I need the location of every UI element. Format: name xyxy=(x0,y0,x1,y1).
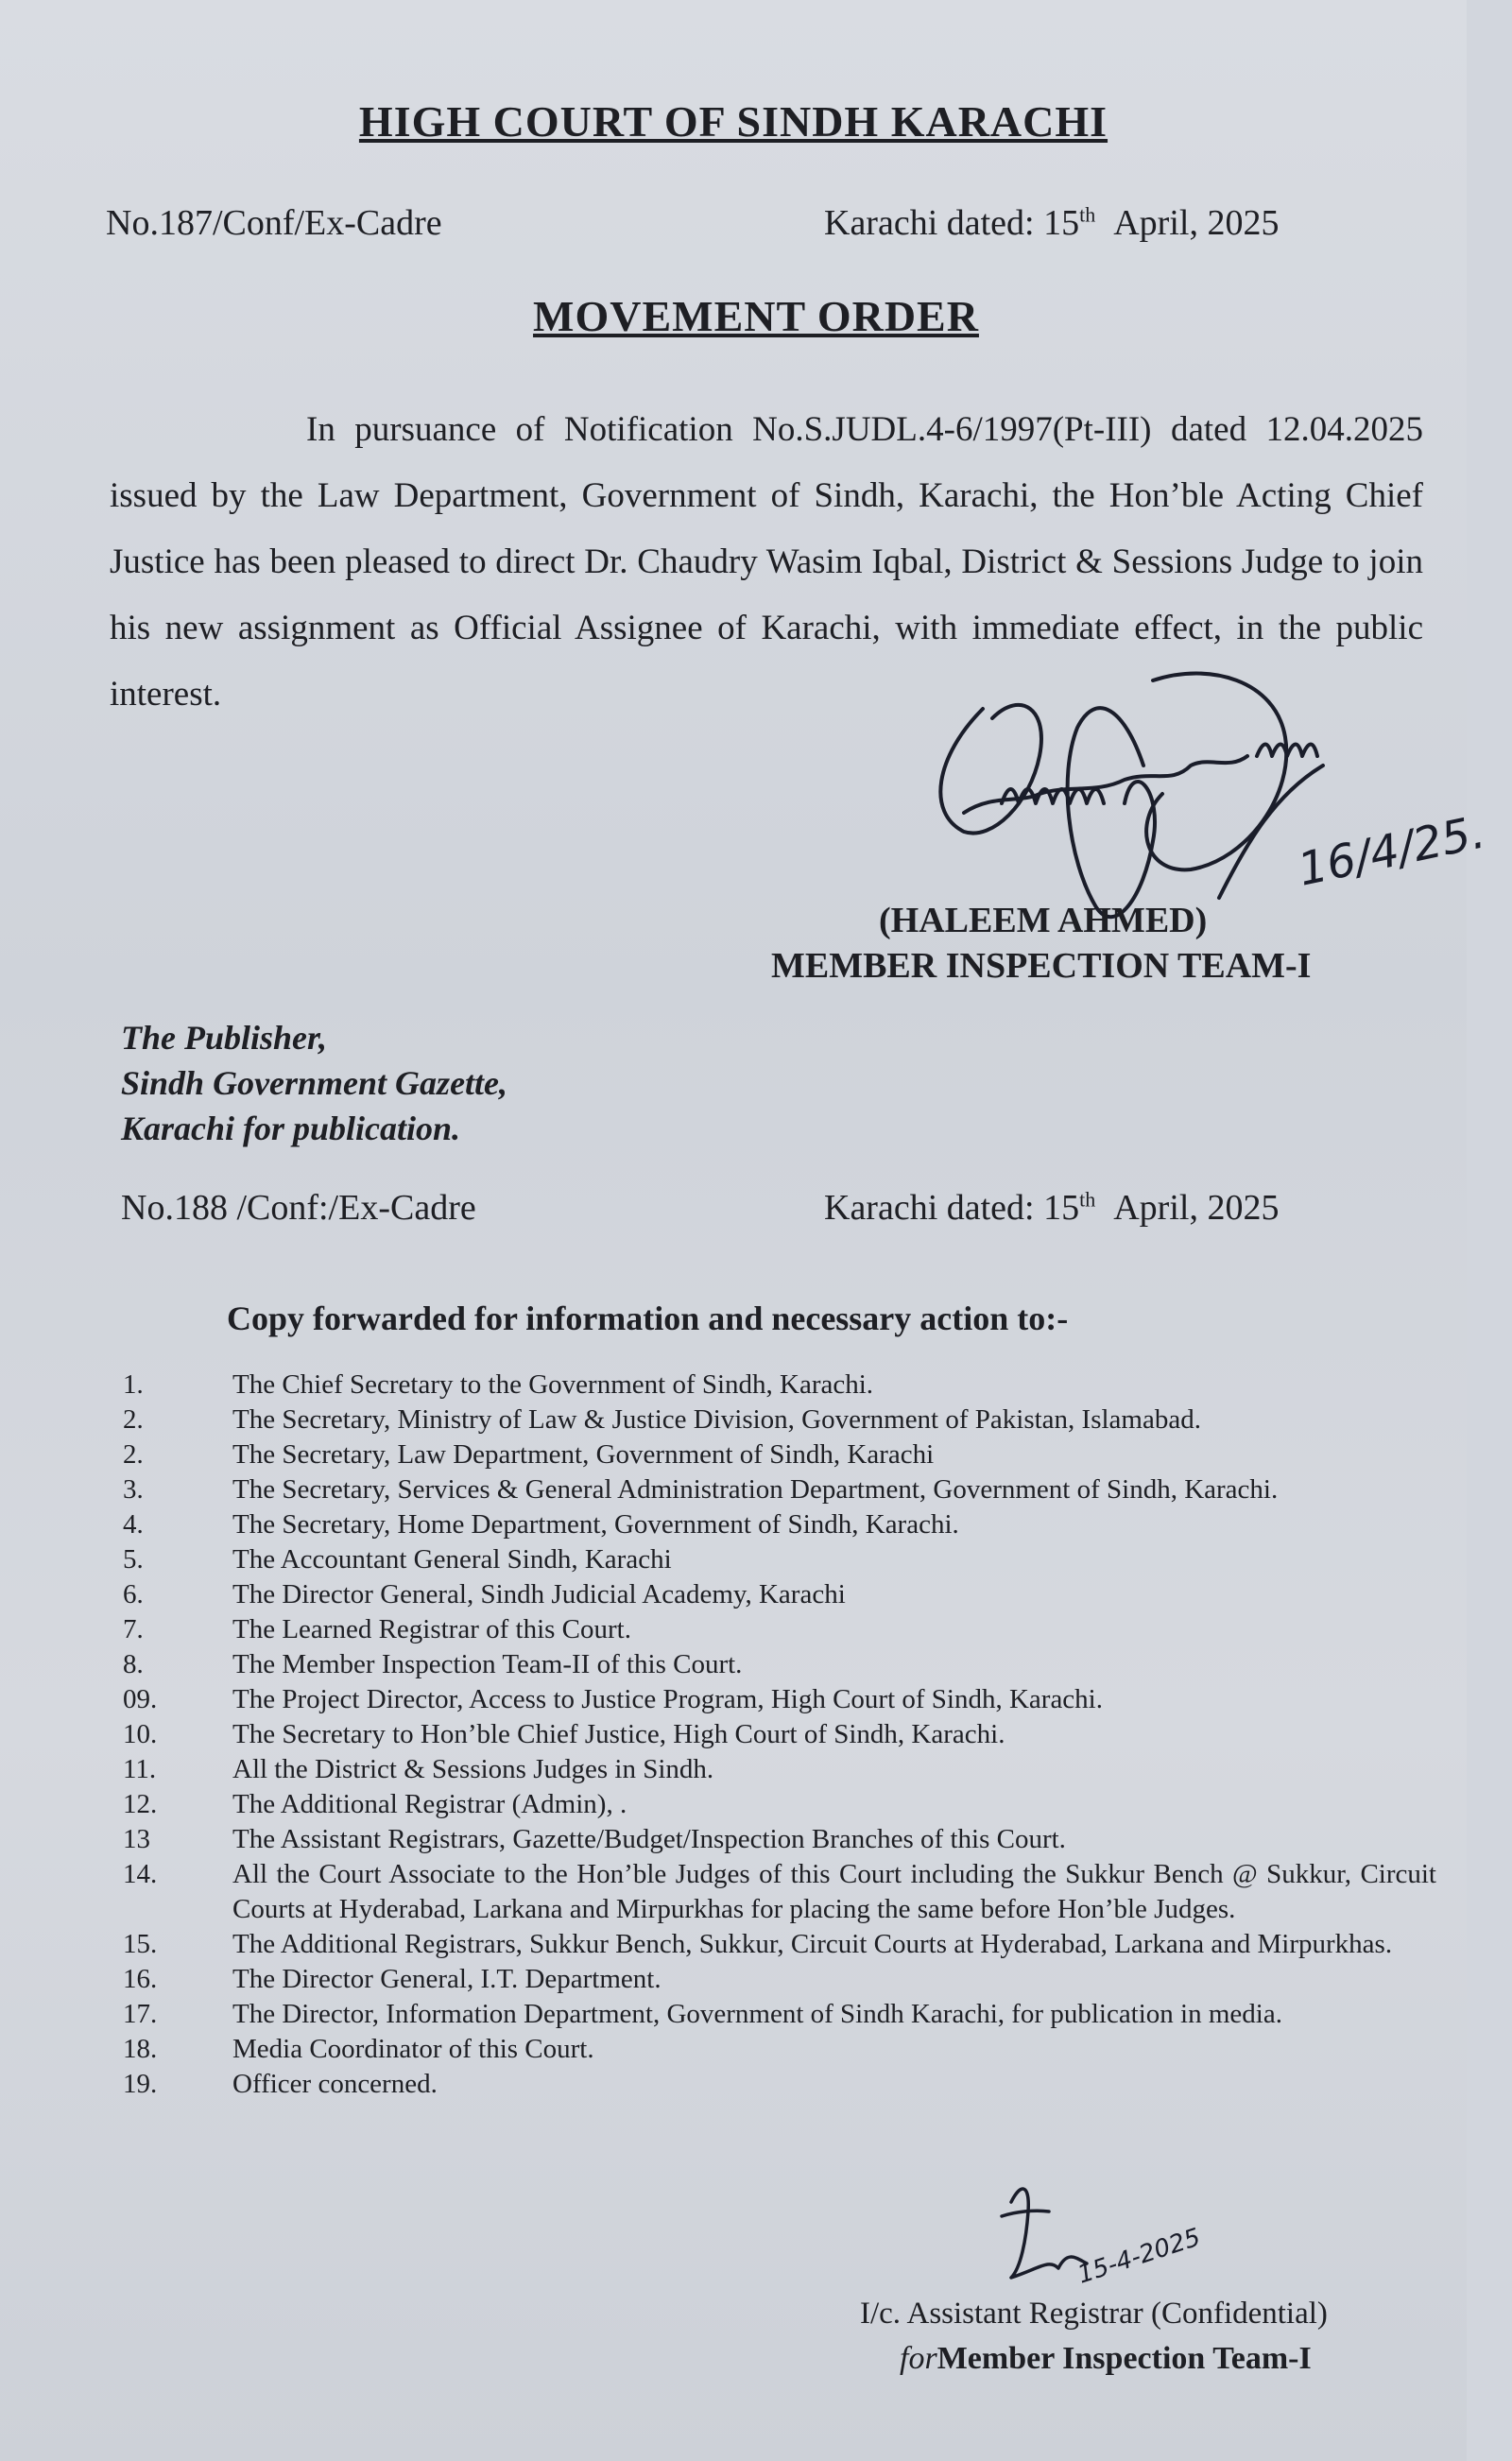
list-item: 15. The Additional Registrars, Sukkur Bench, Sukkur, Circuit Courts at Hyderabad, Larkana and Mirpurkhas. xyxy=(123,1929,1393,1959)
list-item: 7. The Learned Registrar of this Court. xyxy=(123,1614,631,1644)
signatory-name: (HALEEM AHMED) xyxy=(879,901,1208,940)
initials-signature xyxy=(983,2174,1266,2297)
copy-forwarded-heading: Copy forwarded for information and necessary action to:- xyxy=(227,1299,1069,1337)
list-item: 12. The Additional Registrar (Admin), . xyxy=(123,1789,627,1819)
second-reference-number: No.188 /Conf:/Ex-Cadre xyxy=(121,1188,476,1228)
publisher-line: The Publisher, xyxy=(121,1019,328,1057)
list-item: 17. The Director, Information Department, Government of Sindh Karachi, for publication in media. xyxy=(123,1999,1282,2029)
list-item: 16. The Director General, I.T. Department. xyxy=(123,1964,662,1994)
list-item: 09. The Project Director, Access to Justice Program, High Court of Sindh, Karachi. xyxy=(123,1684,1103,1714)
list-item: 6. The Director General, Sindh Judicial Academy, Karachi xyxy=(123,1579,846,1609)
list-item: 2. The Secretary, Ministry of Law & Justice Division, Government of Pakistan, Islamabad. xyxy=(123,1404,1201,1435)
court-title: HIGH COURT OF SINDH KARACHI xyxy=(358,97,1108,146)
signature-date: 16/4/25. xyxy=(1293,805,1490,897)
list-item: 5. The Accountant General Sindh, Karachi xyxy=(123,1544,672,1575)
order-body: In pursuance of Notification No.S.JUDL.4-6/1997(Pt-III) dated 12.04.2025 issued by the Law Department, Government of Sindh, Karachi, the Hon’ble Acting Chief Justice has been pleased to direct Dr. Chaudry Wasim Iqbal, District & Sessions Judge to join his new assignment as Official Assignee of Karachi, with immediate effect, in the public interest. xyxy=(110,410,1423,714)
list-item: 18. Media Coordinator of this Court. xyxy=(123,2034,594,2064)
publisher-address xyxy=(121,1015,507,1151)
list-item: 11. All the District & Sessions Judges in Sindh. xyxy=(123,1754,714,1784)
publisher-line: Sindh Government Gazette, xyxy=(121,1064,508,1102)
list-item: 8. The Member Inspection Team-II of this Court. xyxy=(123,1649,743,1679)
publisher-line: Karachi for publication. xyxy=(121,1110,461,1147)
second-date: Karachi dated: 15th April, 2025 xyxy=(824,1187,1280,1228)
footer-designation: I/c. Assistant Registrar (Confidential) xyxy=(860,2297,1328,2331)
initials-date: 15-4-2025 xyxy=(1074,2223,1205,2290)
signatory-designation: MEMBER INSPECTION TEAM-I xyxy=(771,946,1312,986)
order-title: MOVEMENT ORDER xyxy=(533,292,979,340)
list-item: 3. The Secretary, Services & General Administration Department, Government of Sindh, Karachi. xyxy=(123,1474,1279,1505)
list-item: 13 The Assistant Registrars, Gazette/Budget/Inspection Branches of this Court. xyxy=(123,1824,1066,1854)
reference-number: No.187/Conf/Ex-Cadre xyxy=(106,203,442,243)
list-item: 14. All the Court Associate to the Hon’ble Judges of this Court including the Sukkur Bench @ Sukkur, Circuit Courts at Hyderabad, Larkana and Mirpurkhas for placing the same before Hon’ble Judges. xyxy=(123,1859,1436,1924)
footer-for-line: forMember Inspection Team-I xyxy=(900,2341,1312,2376)
order-date: Karachi dated: 15th April, 2025 xyxy=(824,202,1280,243)
list-item: 10. The Secretary to Hon’ble Chief Justice, High Court of Sindh, Karachi. xyxy=(123,1719,1005,1749)
list-item: 1. The Chief Secretary to the Government of Sindh, Karachi. xyxy=(123,1369,874,1400)
list-item: 4. The Secretary, Home Department, Government of Sindh, Karachi. xyxy=(123,1509,959,1540)
list-item: 19. Officer concerned. xyxy=(123,2069,438,2099)
copy-list xyxy=(123,1368,1436,2102)
list-item: 2. The Secretary, Law Department, Government of Sindh, Karachi xyxy=(123,1439,935,1470)
